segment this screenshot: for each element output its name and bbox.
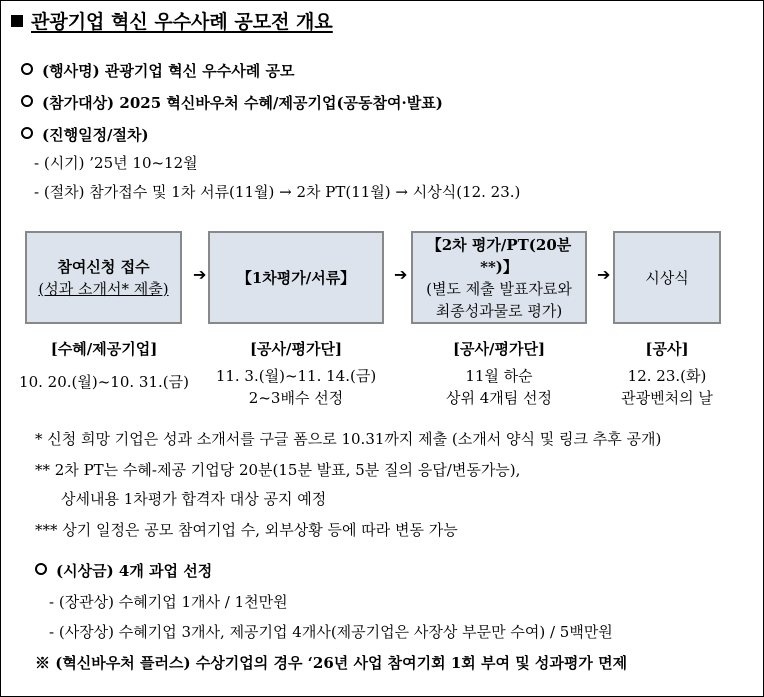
step-detail-first-review [201,339,391,409]
step-owner: [공사/평가단] [249,340,343,358]
note-2-continued: 상세내용 1차평가 합격자 대상 공지 예정 [61,490,327,508]
step-date: 10. 20.(월)~10. 31.(금) [19,373,189,391]
note-1: * 신청 희망 기업은 성과 소개서를 구글 폼으로 10.31까지 제출 (소개서 양식 및 링크 추후 공개) [35,430,662,448]
circle-bullet-icon [21,63,33,75]
step-detail-award [607,339,727,409]
prize-ceo: - (사장상) 수혜기업 3개사, 제공기업 4개사(제공기업은 사장상 부문만 수여) / 5백만원 [49,623,613,641]
title-text: 관광기업 혁신 우수사례 공모전 개요 [31,11,333,33]
step-owner: [수혜/제공기업] [50,340,158,358]
step-note: 상위 4개팀 선정 [445,389,553,407]
step-subtitle: (성과 소개서* 제출) [38,279,169,298]
prize-plus-note: ※ (혁신바우처 플러스) 수상기업의 경우 ‘26년 사업 참여기회 1회 부여 및 성과평가 면제 [35,654,628,672]
page-title [11,9,333,35]
right-arrow-icon: ➔ [193,265,207,284]
step-owner: [공사/평가단] [452,340,546,358]
black-square-icon [11,15,23,27]
step-note: 2~3배수 선정 [248,389,344,407]
prize-minister: - (장관상) 수혜기업 1개사 / 1천만원 [49,593,288,611]
step-detail-second-review [404,339,594,409]
event-name-text: (행사명) 관광기업 혁신 우수사례 공모 [42,62,295,80]
step-title: 【1차평가/서류】 [236,268,356,287]
step-note: 관광벤처의 날 [621,389,713,407]
schedule-header-item [21,125,149,145]
participants-item [21,93,443,113]
event-name-item [21,61,294,81]
flow-step-award [613,231,721,324]
schedule-header-text: (진행일정/절차) [42,126,149,144]
flow-step-application [25,231,182,324]
period-item: - (시기) ’25년 10~12월 [34,154,198,172]
step-subtitle: (별도 제출 발표자료와 [426,279,572,298]
circle-bullet-icon [21,127,33,139]
prize-header-item [35,561,212,581]
procedure-item: - (절차) 참가접수 및 1차 서류(11월) → 2차 PT(11월) → 시상식(12. 23.) [34,183,521,201]
step-subtitle-2: 최종성과물로 평가) [435,301,563,320]
participants-text: (참가대상) 2025 혁신바우처 수혜/제공기업(공동참여·발표) [42,94,443,112]
right-arrow-icon: ➔ [394,265,408,284]
note-3: *** 상기 일정은 공모 참여기업 수, 외부상황 등에 따라 변동 가능 [35,521,458,539]
step-date: 12. 23.(화) [627,367,707,385]
step-title: 참여신청 접수 [57,257,150,276]
flow-step-second-review [411,231,587,324]
step-title: 시상식 [645,268,689,287]
flow-step-first-review [208,231,384,324]
circle-bullet-icon [21,95,33,107]
step-date: 11월 하순 [465,367,533,385]
step-date: 11. 3.(월)~11. 14.(금) [215,367,377,385]
prize-header-text: (시상금) 4개 과업 선정 [56,562,213,580]
right-arrow-icon: ➔ [597,265,611,284]
note-2: ** 2차 PT는 수혜-제공 기업당 20분(15분 발표, 5분 질의 응답/변동가능), [35,461,521,479]
step-owner: [공사] [645,340,689,358]
step-title: 【2차 평가/PT(20분**)】 [426,235,572,276]
circle-bullet-icon [35,563,47,575]
step-detail-application [15,339,193,393]
